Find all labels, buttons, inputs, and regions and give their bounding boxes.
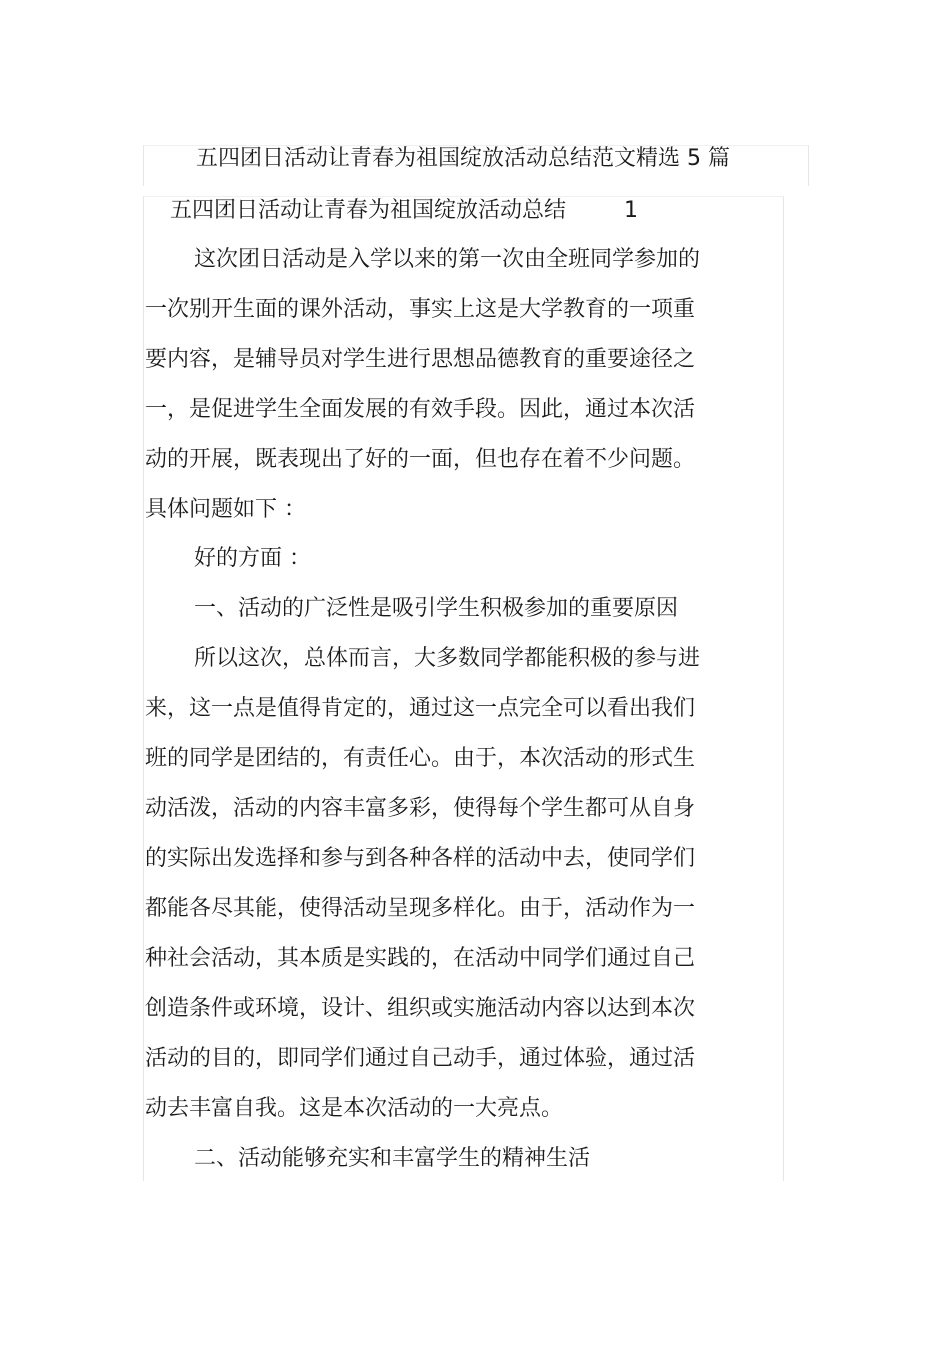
section-title — [170, 195, 638, 227]
paragraph-line: 所以这次，总体而言，大多数同学都能积极的参与进 — [194, 646, 701, 671]
section-title-text: 五四团日活动让青春为祖国绽放活动总结 — [170, 198, 567, 223]
paragraph-line: 一、活动的广泛性是吸引学生积极参加的重要原因 — [194, 596, 679, 621]
paragraph-line: 都能各尽其能，使得活动呈现多样化。由于，活动作为一 — [145, 896, 696, 921]
paragraph-line: 一，是促进学生全面发展的有效手段。因此，通过本次活 — [145, 397, 696, 422]
paragraph-line: 创造条件或环境，设计、组织或实施活动内容以达到本次 — [145, 996, 696, 1021]
paragraph-line: 来，这一点是值得肯定的，通过这一点完全可以看出我们 — [145, 696, 696, 721]
paragraph-line: 二、活动能够充实和丰富学生的精神生活 — [194, 1146, 591, 1171]
document-title: 五四团日活动让青春为祖国绽放活动总结范文精选 5 篇 — [196, 146, 730, 171]
paragraph-line: 好的方面 ： — [194, 546, 311, 571]
paragraph-line: 动去丰富自我。这是本次活动的一大亮点。 — [145, 1096, 564, 1121]
paragraph-line: 种社会活动，其本质是实践的，在活动中同学们通过自己 — [145, 946, 696, 971]
paragraph-line: 的实际出发选择和参与到各种各样的活动中去，使同学们 — [145, 846, 696, 871]
paragraph-line: 动活泼，活动的内容丰富多彩，使得每个学生都可从自身 — [145, 796, 696, 821]
paragraph-line: 动的开展，既表现出了好的一面，但也存在着不少问题。 — [145, 447, 696, 472]
section-number: 1 — [624, 198, 639, 223]
paragraph-line: 班的同学是团结的，有责任心。由于，本次活动的形式生 — [145, 746, 696, 771]
paragraph-line: 一次别开生面的课外活动，事实上这是大学教育的一项重 — [145, 297, 696, 322]
paragraph-line: 活动的目的，即同学们通过自己动手，通过体验，通过活 — [145, 1046, 696, 1071]
paragraph-line: 具体问题如下 ： — [145, 497, 306, 522]
paragraph-line: 这次团日活动是入学以来的第一次由全班同学参加的 — [194, 247, 701, 272]
paragraph-line: 要内容，是辅导员对学生进行思想品德教育的重要途径之 — [145, 347, 696, 372]
